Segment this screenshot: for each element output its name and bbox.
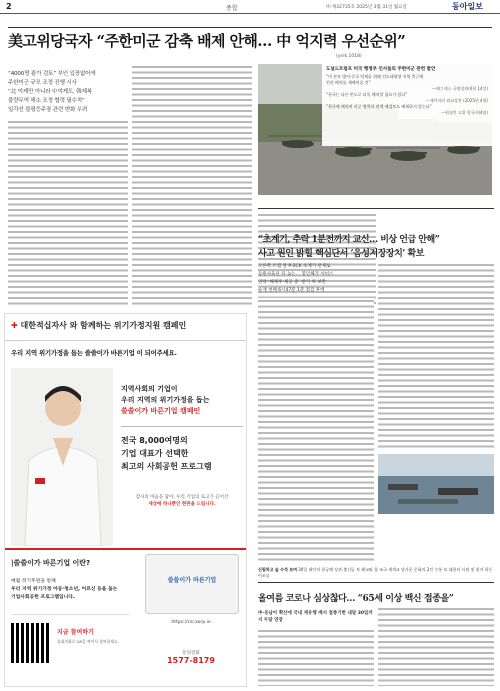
ad-bottom-line: 우리 지역 위기가정 아동·청소년, 어르신 등을 돕는 <box>11 587 118 592</box>
summary-line: 일각선 불평등주장 관련 변화 우려 <box>8 107 88 113</box>
badge-text: 쓸쓸이가 바른기업 <box>167 577 217 584</box>
ad-stats <box>121 434 243 473</box>
issue-info: ㈜ 제32735호 2025년 3월 31일 월요일 <box>326 5 407 10</box>
quote-infobox <box>322 64 492 146</box>
ad-ribbon: 우리 지역 위기가정을 돕는 쓸쓸이가 바른기업 이 되어주세요. <box>11 349 177 357</box>
ad-bottom-line: 기업사회공헌 프로그램입니다. <box>11 595 75 600</box>
qr-code-icon[interactable] <box>11 623 51 663</box>
ad-red-band <box>5 548 246 550</box>
right-article-sub <box>258 263 374 295</box>
bottom-headline: 올여름 코로나 심상찮다… “65세 이상 백신 접종을” <box>258 594 454 604</box>
ad-text-line: 쓸쓸이가 바른기업 캠페인 <box>121 407 201 415</box>
masthead <box>0 0 500 14</box>
infobox-quote: “한국에 배치된 미군 병력의 관계 재검토도 배제하지 않는다” <box>326 104 432 109</box>
article-body-column <box>8 119 128 306</box>
article-body-column <box>258 298 374 564</box>
ad-text-line: 우리 지역의 위기가정을 돕는 <box>121 396 210 404</box>
ad-badge <box>145 554 239 614</box>
qr-url[interactable]: https://csr.xorp.io <box>171 620 211 625</box>
story-summary <box>8 70 128 115</box>
ad-thanks <box>121 494 243 508</box>
article-body-column <box>378 606 494 686</box>
ad-divider <box>121 426 243 427</box>
ad-bottom-title: |쓸쓸이가 바른기업 이란? <box>11 559 91 567</box>
qr-sub: 휴대전화로 QR을 찍어서 참여하세요. <box>57 639 119 644</box>
summary-line: 불량무역 해소 조정 협력 필수적” <box>8 98 85 104</box>
summary-line: 주한미군 규모 조정 진행 시사 <box>8 80 77 86</box>
ad-bottom-text <box>11 578 137 602</box>
article-body-column <box>132 64 252 306</box>
ad-stat-line: 기업 대표가 선택한 <box>121 449 189 458</box>
headline-rule <box>8 27 492 28</box>
photo-caption <box>258 567 494 579</box>
ad-text-block <box>121 384 243 417</box>
infobox-quote: “미 본토 방어·중국 억제를 위해 인도태평양 지역 측근에 <box>326 74 424 79</box>
infobox-attribution: —제이미러 외교장관 (2025년 4월) <box>425 98 488 103</box>
ad-stat-line: 전국 8,000여명의 <box>121 436 188 445</box>
bottom-subhead: 中·동남아 확산에 국내 재유행 배서 접종기한 내달 30일까지 두달 연장 <box>258 611 373 623</box>
caption-text: 30일 태안의 항공해 상관 출신들 보 폐교와 함 조국 재개교 당사운 문화의 2인 수통 보 대합의 시외 및 현지 하동 어조를 <box>258 567 493 578</box>
caption-bold: 신림하고 숲 수석 보며 <box>258 567 297 572</box>
section-name: 종합 <box>226 5 238 12</box>
phone-number[interactable]: 1577-8179 <box>167 656 215 665</box>
qr-title: 지금 참여하기 <box>57 629 94 636</box>
page-number: 2 <box>6 2 12 11</box>
person-illustration <box>11 368 113 546</box>
infobox-title: 도널드트럼프 미국 행정부 인사들의 주한미군 관련 발언 <box>326 67 436 72</box>
infobox-quote: 전진 배치를 재배치를 것” <box>326 80 371 85</box>
ad-header-title: 대한적십자사 와 함께하는 위기가정지원 캠페인 <box>20 321 187 330</box>
right-article-headline: “초계기, 추락 1분전까지 교신… 비상 언급 안해” <box>258 235 440 245</box>
main-headline: 美고위당국자 “주한미군 감축 배제 안해… 中 억지력 우선순위” <box>8 32 406 50</box>
ad-bottom-line: 매월 정기후원을 통해 <box>11 579 56 584</box>
section-rule <box>258 582 494 583</box>
paper-logo: 동아일보 <box>452 2 483 11</box>
sub-line: 연락 ‘해제후 제공 중’ 받기 위 보완 <box>258 280 326 285</box>
right-article-headline-2: 사고 원인 밝힐 핵심단서 ‘음성저장장치’ 확보 <box>258 249 424 259</box>
phone-label: 문의전화 <box>182 651 200 656</box>
sub-line: 오른쪽 트랩 앞 P-3CK 초계기 관제로 <box>258 264 331 269</box>
article-body-column <box>258 628 374 686</box>
campaign-ad <box>4 313 247 687</box>
summary-line: “北 억제만 아니라 中억제도, 韓제복 <box>8 89 93 95</box>
infobox-quote: “한국는 다른 빈도로 더욱 배치할 필요가 있다” <box>326 92 408 97</box>
spokesperson-photo <box>11 368 113 546</box>
red-cross-icon: ✚ <box>11 321 18 330</box>
infobox-attribution: —워싱턴 고위 당국자(4월) <box>441 110 488 115</box>
section-rule <box>258 208 494 209</box>
infobox-attribution: —해그세스 국방장관(4월 14일) <box>432 86 488 91</box>
ad-text-line: 지역사회의 기업이 <box>121 385 178 393</box>
sub-line: 순재 첫째 6시47분 1분 점검 후에 <box>258 288 325 293</box>
ad-header <box>11 320 241 331</box>
ad-divider <box>5 340 246 341</box>
ad-thanks-line-2: 세상에 하나뿐인 현판을 드립니다. <box>148 502 216 507</box>
sub-line: 동원사육된 뒤 늦는… 봉인해가 서비스 <box>258 272 334 277</box>
coast-photo <box>378 454 494 514</box>
qr-section <box>11 614 129 684</box>
coast-illustration <box>378 454 494 514</box>
contact-block <box>141 650 241 665</box>
summary-line: “4000명 괌가 검토” 부인 입장없어에 <box>8 71 96 77</box>
photo-credit: (ynik.1018) <box>336 54 362 59</box>
ad-thanks-line: 감사의 마음을 담아, 우리 기업의 로고가 들어간 <box>135 495 229 500</box>
ad-stat-line: 최고의 사회공헌 프로그램 <box>121 462 212 471</box>
article-body-column <box>378 262 494 450</box>
